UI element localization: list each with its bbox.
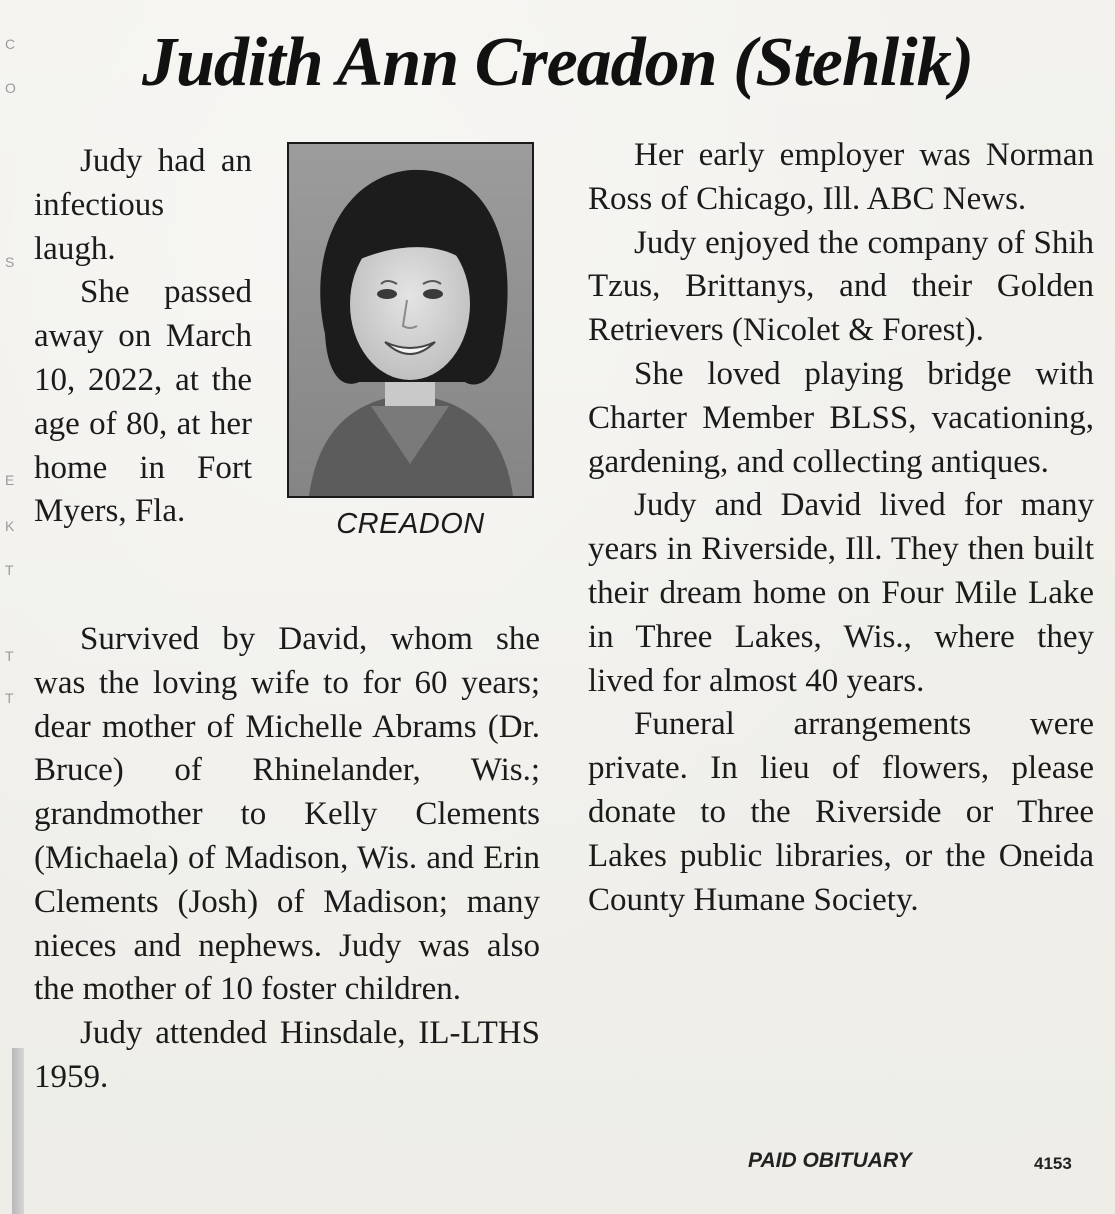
margin-mark: E <box>5 472 15 488</box>
margin-mark: S <box>5 254 15 270</box>
scan-edge-shadow <box>12 1048 24 1214</box>
margin-mark: T <box>5 562 14 578</box>
margin-mark: K <box>5 518 15 534</box>
paragraph-residence: Judy and David lived for many years in Riverside, Ill. They then built their dream home on Four Mile Lake in Three Lakes, Wis., where they lived for almost 40 years. <box>588 487 1094 699</box>
margin-mark: O <box>5 80 16 96</box>
ad-code: 4153 <box>1034 1154 1072 1173</box>
margin-mark: C <box>5 36 16 52</box>
photo-caption: CREADON <box>336 508 485 540</box>
left-wide-column <box>34 618 540 1100</box>
paid-obituary-label: PAID OBITUARY <box>748 1149 912 1172</box>
left-narrow-column <box>34 140 252 534</box>
paragraph-hobbies: She loved playing bridge with Charter Member BLSS, vacationing, gardening, and collecting antiques. <box>588 355 1094 480</box>
obituary-headline: Judith Ann Creadon (Stehlik) <box>141 24 974 101</box>
scan-margin-strip <box>0 0 24 1214</box>
paragraph-employer: Her early employer was Norman Ross of Chicago, Ill. ABC News. <box>588 137 1094 217</box>
margin-mark: T <box>5 690 14 706</box>
paragraph-dogs: Judy enjoyed the company of Shih Tzus, Brittanys, and their Golden Retrievers (Nicolet & Forest). <box>588 224 1094 349</box>
paragraph-passed-away: She passed away on March 10, 2022, at the age of 80, at her home in Fort Myers, Fla. <box>34 274 252 530</box>
margin-mark: T <box>5 648 14 664</box>
paragraph-laugh: Judy had an infectious laugh. <box>34 143 252 267</box>
right-column <box>588 134 1094 922</box>
paragraph-education: Judy attended Hinsdale, IL-LTHS 1959. <box>34 1015 540 1095</box>
portrait-image <box>289 144 532 496</box>
paragraph-survived-by: Survived by David, whom she was the loving wife to for 60 years; dear mother of Michelle Abrams (Dr. Bruce) of Rhinelander, Wis.; grandmother to Kelly Clements (Michaela) of Madison, Wis. and Erin Clements (Josh) of Madison; many nieces and nephews. Judy was also the mother of 10 foster children. <box>34 621 540 1008</box>
portrait-photo <box>287 142 534 498</box>
paragraph-funeral: Funeral arrangements were private. In lieu of flowers, please donate to the Riverside or Three Lakes public libraries, or the Oneida County Humane Society. <box>588 706 1094 918</box>
